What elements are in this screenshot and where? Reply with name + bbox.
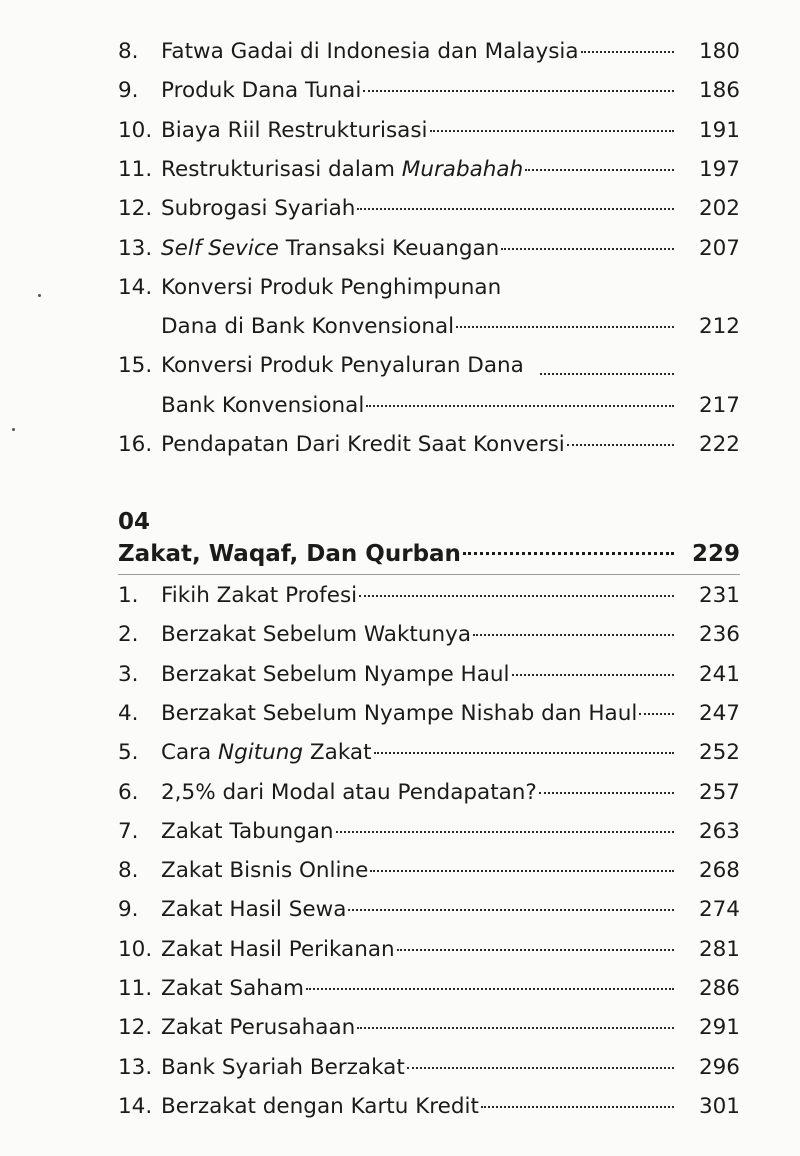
entry-title-line xyxy=(161,853,674,889)
entry-number: 2. xyxy=(118,622,139,648)
entry-title xyxy=(161,427,565,463)
entry-number: 9. xyxy=(118,78,139,104)
entry-page-number: 236 xyxy=(698,622,740,648)
entry-page-number: 231 xyxy=(698,583,740,608)
dot-leader xyxy=(456,324,674,328)
entry-page-number: 268 xyxy=(698,858,740,884)
entry-number: 1. xyxy=(118,583,139,608)
entry-page-number: 241 xyxy=(698,661,740,687)
entry-title xyxy=(161,1050,405,1086)
entry-number: 15. xyxy=(118,353,153,379)
entry-title-segment: Murabahah xyxy=(401,156,524,182)
entry-title-line xyxy=(161,735,674,771)
entry-title-segment: Biaya Riil Restrukturisasi xyxy=(161,117,428,143)
entry-title-line xyxy=(161,73,674,109)
entry-title-line xyxy=(161,1089,674,1125)
toc-entry[interactable] xyxy=(118,892,740,928)
entry-title-segment: Konversi Produk Penghimpunan xyxy=(161,274,502,300)
entry-title xyxy=(161,1010,355,1046)
toc-entry[interactable] xyxy=(118,1010,740,1046)
toc-entry[interactable] xyxy=(118,853,740,889)
entry-title-line xyxy=(161,696,674,732)
entry-title xyxy=(161,735,372,771)
toc-entry[interactable] xyxy=(118,578,740,614)
dot-leader xyxy=(357,1025,674,1029)
entry-title-segment: Berzakat Sebelum Nyampe Haul xyxy=(161,661,510,687)
dot-leader xyxy=(363,88,674,92)
entry-title-line xyxy=(161,152,674,188)
dot-leader xyxy=(581,49,674,53)
entry-number: 16. xyxy=(118,432,153,457)
entry-title xyxy=(161,388,364,424)
dot-leader xyxy=(639,711,674,715)
entry-number: 5. xyxy=(118,740,139,766)
entry-number: 8. xyxy=(118,39,139,64)
entry-title xyxy=(161,932,395,968)
dot-leader xyxy=(359,593,674,597)
entry-title-segment: Zakat Hasil Sewa xyxy=(161,897,347,923)
entry-number: 7. xyxy=(118,818,139,844)
entry-title-line xyxy=(161,892,674,928)
entry-page-number: 207 xyxy=(698,235,740,261)
dot-leader xyxy=(336,829,674,833)
entry-title-segment: Konversi Produk Penyaluran Dana xyxy=(161,353,524,379)
entry-page-number: 301 xyxy=(698,1093,740,1119)
entry-title-line xyxy=(161,34,674,70)
dot-leader xyxy=(473,632,674,636)
entry-page-number: 191 xyxy=(698,117,740,143)
entry-title-segment: Bank Syariah Berzakat xyxy=(161,1054,405,1080)
dot-leader xyxy=(370,868,674,872)
entry-title-segment: Dana di Bank Konvensional xyxy=(161,314,455,340)
entry-number: 10. xyxy=(118,117,153,143)
entry-title-line xyxy=(161,191,674,227)
dot-leader xyxy=(407,1065,674,1069)
entry-page-number: 212 xyxy=(698,314,740,340)
entry-title xyxy=(161,1089,479,1125)
toc-entry[interactable] xyxy=(118,152,740,188)
entry-title xyxy=(161,971,304,1007)
toc-entry[interactable] xyxy=(118,73,740,109)
entry-title-segment: Zakat Hasil Perikanan xyxy=(161,936,395,962)
chapter-heading[interactable] xyxy=(118,536,740,572)
toc-entry[interactable] xyxy=(118,775,740,811)
entry-page-number: 217 xyxy=(698,392,740,418)
entry-number: 3. xyxy=(118,661,139,687)
entry-number: 13. xyxy=(118,235,153,261)
entry-title-line xyxy=(161,309,674,345)
entry-title xyxy=(161,73,361,109)
entry-title-segment: Fikih Zakat Profesi xyxy=(161,583,358,608)
entry-number: 13. xyxy=(118,1054,153,1080)
entry-title-line xyxy=(161,1050,674,1086)
toc-entry[interactable] xyxy=(118,348,740,384)
entry-title-segment: 2,5% dari Modal atau Pendapatan? xyxy=(161,779,537,805)
dot-leader xyxy=(366,403,674,407)
entry-title-segment: Self Sevice xyxy=(161,235,279,261)
entry-title-segment: Subrogasi Syariah xyxy=(161,196,356,222)
dot-leader xyxy=(374,750,674,754)
entry-title-segment: Fatwa Gadai di Indonesia dan Malaysia xyxy=(161,39,579,64)
dot-leader xyxy=(481,1104,674,1108)
entry-title-segment: Zakat xyxy=(303,740,372,766)
entry-title-segment: Berzakat Sebelum Nyampe Nishab dan Haul xyxy=(161,700,638,726)
entry-title-segment: Pendapatan Dari Kredit Saat Konversi xyxy=(161,432,565,457)
entry-number: 6. xyxy=(118,779,139,805)
toc-entry[interactable] xyxy=(118,231,740,267)
entry-title-line xyxy=(161,348,740,384)
entry-title xyxy=(161,814,334,850)
entry-title-line xyxy=(161,1010,674,1046)
entry-number: 12. xyxy=(118,1015,153,1041)
entry-number: 12. xyxy=(118,196,153,222)
dot-leader xyxy=(463,550,674,555)
entry-title xyxy=(161,231,499,267)
entry-title-line xyxy=(161,971,674,1007)
entry-title xyxy=(161,892,346,928)
toc-entry[interactable] xyxy=(118,388,740,424)
entry-title-segment: Produk Dana Tunai xyxy=(161,78,362,104)
dot-leader xyxy=(348,907,674,911)
entry-number: 10. xyxy=(118,936,153,962)
entry-title-segment: Ngitung xyxy=(218,740,304,766)
toc-entry[interactable] xyxy=(118,1050,740,1086)
entry-page-number: 180 xyxy=(698,39,740,64)
entry-number: 8. xyxy=(118,858,139,884)
toc-entry[interactable] xyxy=(118,191,740,227)
entry-title xyxy=(161,853,368,889)
entry-title-line xyxy=(161,775,674,811)
entry-number: 14. xyxy=(118,274,153,300)
entry-title-segment: Cara xyxy=(161,740,219,766)
entry-title xyxy=(161,152,523,188)
entry-title-line xyxy=(161,932,674,968)
chapter-page-number: 229 xyxy=(691,541,740,567)
chapter-title-line xyxy=(118,536,674,572)
entry-title-segment: Berzakat Sebelum Waktunya xyxy=(161,622,472,648)
dot-leader xyxy=(397,947,674,951)
toc-entry[interactable] xyxy=(118,270,740,306)
entry-page-number: 296 xyxy=(698,1054,740,1080)
entry-title-segment: Zakat Perusahaan xyxy=(161,1015,356,1041)
entry-title-line xyxy=(161,617,674,653)
entry-title-segment: Transaksi Keuangan xyxy=(278,235,500,261)
chapter-divider xyxy=(118,574,740,575)
entry-page-number: 291 xyxy=(698,1015,740,1041)
toc-entry[interactable] xyxy=(118,696,740,732)
stray-mark xyxy=(38,294,41,297)
entry-page-number: 281 xyxy=(698,936,740,962)
entry-title xyxy=(161,270,501,306)
chapter-title: Zakat, Waqaf, Dan Qurban xyxy=(118,541,461,567)
entry-title-line xyxy=(161,388,674,424)
entry-title xyxy=(161,309,454,345)
entry-title xyxy=(161,617,471,653)
stray-mark xyxy=(12,428,15,431)
toc-entry[interactable] xyxy=(118,657,740,693)
dot-leader xyxy=(567,442,674,446)
dot-leader xyxy=(501,246,674,250)
toc-entry[interactable] xyxy=(118,814,740,850)
entry-page-number: 197 xyxy=(698,156,740,182)
entry-title xyxy=(161,696,637,732)
entry-title-line xyxy=(161,270,740,306)
entry-page-number: 286 xyxy=(698,976,740,1001)
entry-number: 9. xyxy=(118,897,139,923)
dot-leader xyxy=(357,206,674,210)
entry-page-number: 202 xyxy=(698,196,740,222)
toc-entry[interactable] xyxy=(118,309,740,345)
dot-leader xyxy=(306,986,674,990)
entry-title-line xyxy=(161,578,674,614)
entry-title-line xyxy=(161,231,674,267)
entry-title-segment: Berzakat dengan Kartu Kredit xyxy=(161,1093,479,1119)
entry-title xyxy=(161,34,579,70)
entry-title xyxy=(161,113,428,149)
entry-title-segment: Bank Konvensional xyxy=(161,392,365,418)
entry-title xyxy=(161,657,510,693)
chapter-number: 04 xyxy=(118,509,151,535)
toc-entry[interactable] xyxy=(118,932,740,968)
entry-page-number: 186 xyxy=(698,78,740,104)
entry-title-line xyxy=(161,427,674,463)
entry-title xyxy=(161,775,537,811)
dot-leader xyxy=(539,790,674,794)
toc-entry[interactable] xyxy=(118,617,740,653)
toc-entry[interactable] xyxy=(118,735,740,771)
entry-page-number: 274 xyxy=(698,897,740,923)
dot-leader xyxy=(525,167,674,171)
toc-entry[interactable] xyxy=(118,113,740,149)
entry-number: 14. xyxy=(118,1093,153,1119)
entry-title-line xyxy=(161,814,674,850)
entry-title-segment: Zakat Bisnis Online xyxy=(161,858,369,884)
entry-title-segment: Zakat Saham xyxy=(161,976,304,1001)
toc-entry[interactable] xyxy=(118,971,740,1007)
entry-title-segment: Restrukturisasi dalam xyxy=(161,156,402,182)
entry-title xyxy=(161,191,355,227)
entry-page-number: 257 xyxy=(698,779,740,805)
entry-title-line xyxy=(161,657,674,693)
dot-leader xyxy=(512,672,675,676)
toc-entry[interactable] xyxy=(118,427,740,463)
entry-title-segment: Zakat Tabungan xyxy=(161,818,334,844)
entry-title-line xyxy=(161,113,674,149)
entry-number: 11. xyxy=(118,156,153,182)
entry-page-number: 252 xyxy=(698,740,740,766)
entry-number: 11. xyxy=(118,976,153,1001)
entry-title xyxy=(161,348,524,384)
entry-page-number: 263 xyxy=(698,818,740,844)
toc-entry[interactable] xyxy=(118,1089,740,1125)
toc-entry[interactable] xyxy=(118,34,740,70)
entry-page-number: 247 xyxy=(698,700,740,726)
entry-title xyxy=(161,578,357,614)
dot-leader xyxy=(430,128,675,132)
entry-page-number: 222 xyxy=(698,432,740,457)
entry-number: 4. xyxy=(118,700,139,726)
